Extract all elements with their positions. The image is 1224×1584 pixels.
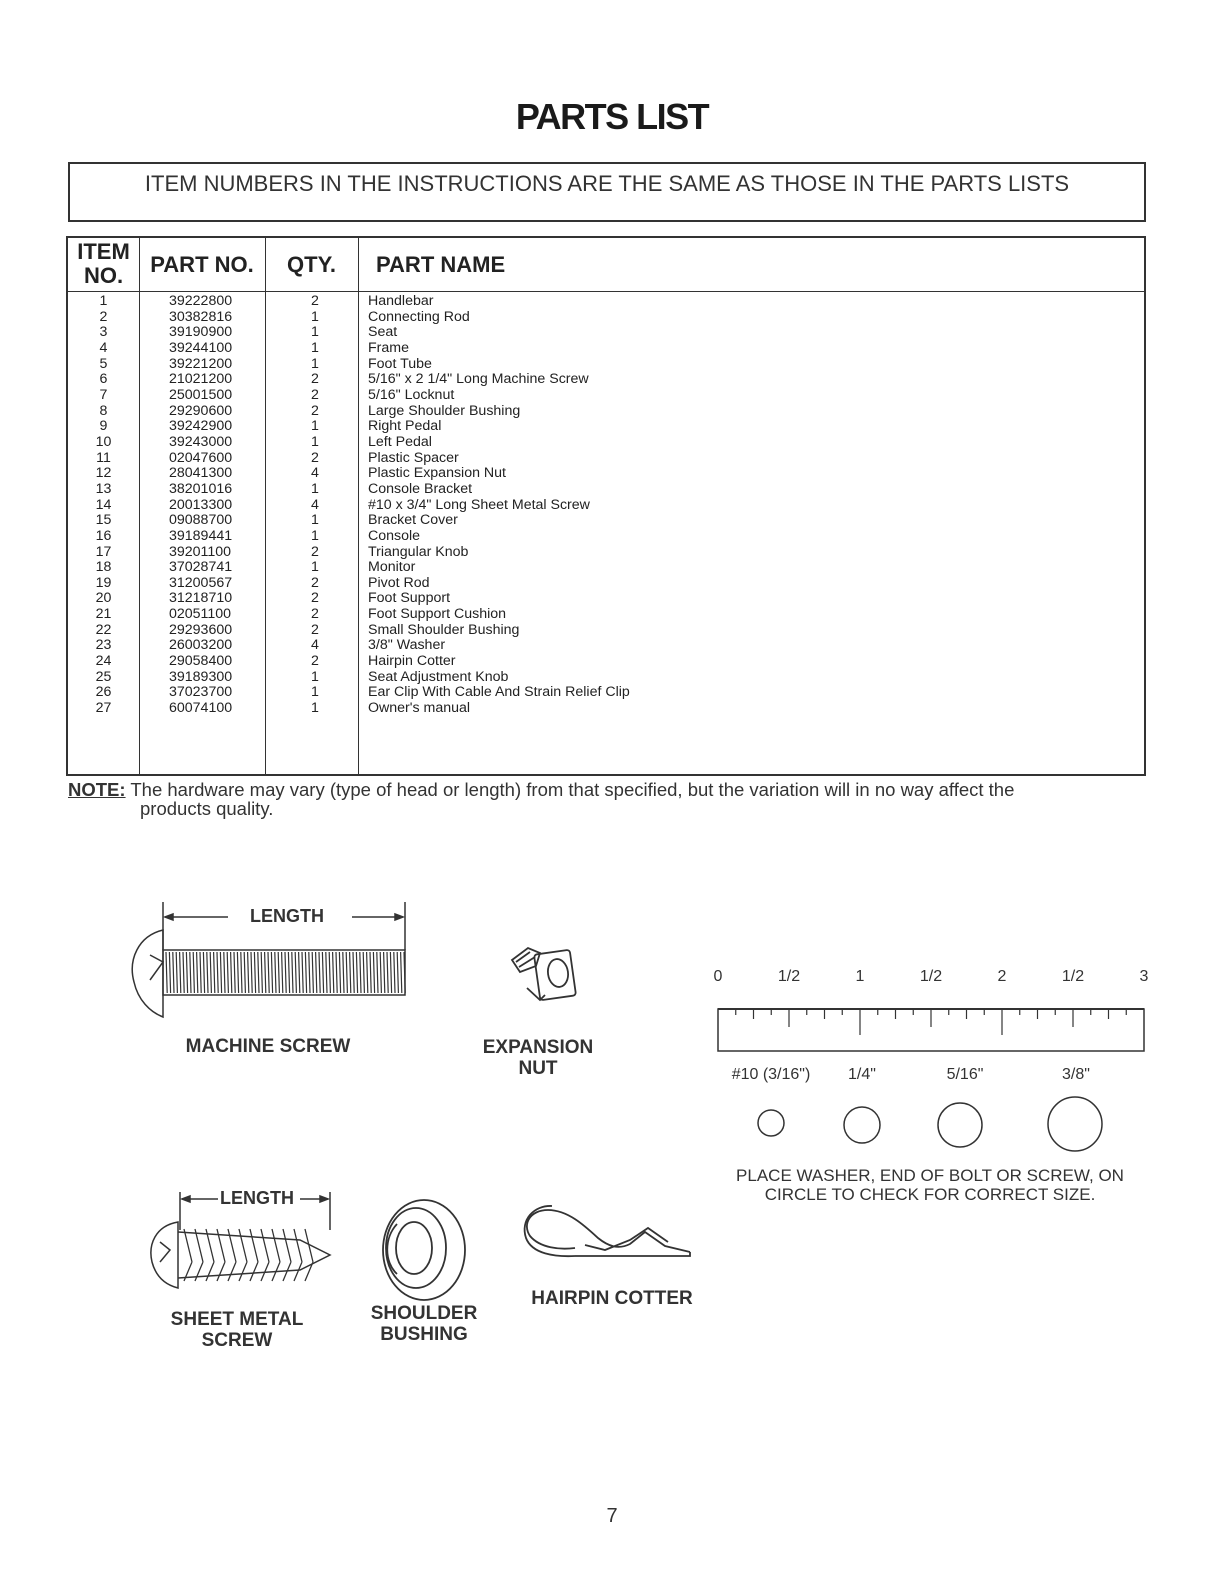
- quantity-cell: 4: [311, 637, 319, 654]
- part-name-cell: Small Shoulder Bushing: [368, 621, 520, 638]
- item-number-cell: 22: [95, 621, 112, 638]
- part-number-cell: 39190900: [169, 324, 233, 341]
- part-name-cell: Connecting Rod: [368, 308, 470, 325]
- item-number-cell: 8: [99, 402, 108, 419]
- ruler-label: 0: [713, 968, 723, 985]
- thread-line: [224, 952, 225, 993]
- part-name-cell: Handlebar: [368, 293, 434, 309]
- thread-line: [353, 952, 354, 993]
- hairpin-cotter-label: HAIRPIN COTTER: [531, 1288, 693, 1309]
- part-number-cell: 29058400: [169, 653, 233, 670]
- expansion-nut-label: [468, 1037, 608, 1079]
- thread-line: [370, 952, 371, 993]
- ruler-label: 3: [1139, 968, 1149, 985]
- thread-line: [394, 952, 395, 993]
- size-ruler: [718, 1009, 1144, 1051]
- item-number-cell: 11: [96, 449, 111, 466]
- thread-line: [285, 952, 286, 993]
- thread-line: [316, 952, 317, 993]
- part-name-cell: Triangular Knob: [368, 543, 469, 560]
- thread-line: [268, 952, 269, 993]
- notice-text: ITEM NUMBERS IN THE INSTRUCTIONS ARE THE SAME AS THOSE IN THE PARTS LISTS: [144, 171, 1070, 196]
- thread-line: [220, 952, 221, 993]
- gauge-size-label: #10 (3/16"): [731, 1066, 811, 1083]
- ruler-label: 1/2: [919, 968, 943, 985]
- part-name-cell: Bracket Cover: [368, 512, 458, 529]
- item-number-cell: 4: [99, 339, 108, 356]
- part-name-cell: Pivot Rod: [368, 574, 430, 591]
- ruler-label: 1/2: [1061, 968, 1085, 985]
- thread-line: [373, 952, 374, 993]
- thread-line: [166, 952, 167, 993]
- gauge-instruction-line1: PLACE WASHER, END OF BOLT OR SCREW, ON: [736, 1166, 1124, 1185]
- item-number-cell: 13: [95, 480, 112, 497]
- thread-line: [237, 952, 238, 993]
- thread-line: [343, 952, 344, 993]
- thread-line: [214, 952, 215, 993]
- item-number-cell: 15: [95, 512, 112, 529]
- expansion-nut-icon: [512, 948, 576, 1000]
- thread-line: [169, 952, 170, 993]
- thread-line: [329, 952, 330, 993]
- item-number-cell: 3: [99, 324, 108, 341]
- thread-line: [176, 952, 177, 993]
- thread-line: [390, 952, 391, 993]
- thread-line: [367, 952, 368, 993]
- item-number-cell: 19: [95, 574, 112, 591]
- thread-line: [228, 1229, 236, 1281]
- thread-line: [294, 1229, 302, 1281]
- thread-line: [180, 952, 181, 993]
- thread-line: [282, 952, 283, 993]
- quantity-cell: 4: [311, 465, 319, 482]
- thread-line: [333, 952, 334, 993]
- thread-line: [227, 952, 228, 993]
- thread-line: [336, 952, 337, 993]
- thread-line: [305, 1229, 313, 1281]
- part-number-cell: 39222800: [169, 293, 233, 309]
- item-number-cell: 9: [99, 418, 108, 435]
- thread-line: [319, 952, 320, 993]
- part-name-cell: 5/16" Locknut: [368, 386, 455, 403]
- part-number-cell: 20013300: [169, 496, 233, 513]
- shoulder-bushing-line1: SHOULDER: [370, 1303, 478, 1324]
- thread-line: [197, 952, 198, 993]
- shoulder-bushing-line2: BUSHING: [380, 1324, 468, 1345]
- part-number-cell: 37023700: [169, 684, 233, 701]
- expansion-nut-line1: EXPANSION: [482, 1037, 594, 1058]
- thread-line: [275, 952, 276, 993]
- item-number-cell: 10: [95, 433, 112, 450]
- thread-line: [200, 952, 201, 993]
- header-part-name: PART NAME: [376, 252, 506, 277]
- note-text-line1: The hardware may vary (type of head or length) from that specified, but the variation will in no way affect the: [130, 779, 1015, 800]
- thread-line: [387, 952, 388, 993]
- quantity-cell: 1: [311, 308, 319, 325]
- thread-line: [184, 1229, 192, 1281]
- shoulder-bushing-label: [354, 1303, 494, 1345]
- quantity-cell: 1: [311, 480, 319, 497]
- header-item-line1: ITEM: [77, 239, 130, 264]
- quantity-cell: 1: [311, 418, 319, 435]
- part-name-cell: Left Pedal: [368, 433, 432, 450]
- thread-line: [195, 1229, 203, 1281]
- thread-line: [363, 952, 364, 993]
- thread-line: [350, 952, 351, 993]
- thread-line: [346, 952, 347, 993]
- item-number-cell: 14: [95, 496, 112, 513]
- ruler-label: 2: [997, 968, 1007, 985]
- item-number-cell: 7: [99, 386, 108, 403]
- thread-line: [203, 952, 204, 993]
- gauge-size-label: 1/4": [848, 1066, 876, 1083]
- shoulder-bushing-icon: [383, 1200, 465, 1300]
- thread-line: [377, 952, 378, 993]
- thread-line: [272, 1229, 280, 1281]
- part-name-cell: Owner's manual: [368, 700, 471, 717]
- part-number-cell: 39221200: [169, 355, 233, 372]
- item-number-cell: 23: [95, 637, 112, 654]
- quantity-cell: 1: [311, 324, 319, 341]
- thread-line: [295, 952, 296, 993]
- thread-line: [312, 952, 313, 993]
- thread-line: [380, 952, 381, 993]
- part-number-cell: 25001500: [169, 386, 233, 403]
- part-name-cell: Foot Tube: [368, 355, 432, 372]
- part-name-cell: Plastic Expansion Nut: [368, 465, 507, 482]
- gauge-size-label: 3/8": [1062, 1066, 1090, 1083]
- circle-5-16-gauge: [938, 1103, 982, 1147]
- part-number-cell: 39189300: [169, 668, 233, 685]
- part-name-cell: Console: [368, 527, 421, 544]
- item-number-cell: 5: [99, 355, 108, 372]
- quantity-cell: 2: [311, 371, 319, 388]
- circle-1-4-gauge: [844, 1107, 880, 1143]
- item-number-cell: 20: [95, 590, 112, 607]
- thread-line: [339, 952, 340, 993]
- quantity-cell: 2: [311, 386, 319, 403]
- part-number-cell: 37028741: [169, 559, 233, 576]
- part-name-cell: 3/8" Washer: [368, 637, 446, 654]
- part-number-cell: 39244100: [169, 339, 233, 356]
- thread-line: [206, 1229, 214, 1281]
- item-number-cell: 1: [99, 293, 108, 309]
- part-name-cell: Foot Support: [368, 590, 451, 607]
- thread-line: [217, 1229, 225, 1281]
- part-name-cell: Large Shoulder Bushing: [368, 402, 521, 419]
- quantity-cell: 2: [311, 574, 319, 591]
- thread-line: [292, 952, 293, 993]
- item-number-cell: 2: [99, 308, 108, 325]
- part-number-cell: 02047600: [169, 449, 233, 466]
- thread-line: [309, 952, 310, 993]
- gauge-instruction-line2: CIRCLE TO CHECK FOR CORRECT SIZE.: [764, 1185, 1096, 1204]
- quantity-cell: 2: [311, 606, 319, 623]
- thread-line: [190, 952, 191, 993]
- quantity-cell: 1: [311, 339, 319, 356]
- part-name-cell: Seat: [368, 324, 398, 341]
- quantity-cell: 2: [311, 543, 319, 560]
- thread-line: [186, 952, 187, 993]
- thread-line: [302, 952, 303, 993]
- quantity-cell: 1: [311, 433, 319, 450]
- note-text-line2: products quality.: [140, 798, 274, 819]
- quantity-cell: 1: [311, 668, 319, 685]
- quantity-cell: 2: [311, 402, 319, 419]
- item-number-cell: 21: [95, 606, 112, 623]
- machine-screw-label: MACHINE SCREW: [185, 1036, 351, 1057]
- part-number-cell: 39201100: [169, 543, 232, 560]
- part-number-cell: 28041300: [169, 465, 233, 482]
- part-name-cell: Seat Adjustment Knob: [368, 668, 509, 685]
- part-name-cell: Plastic Spacer: [368, 449, 459, 466]
- sheet-metal-screw-length-label: LENGTH: [220, 1188, 294, 1208]
- thread-line: [248, 952, 249, 993]
- thread-line: [384, 952, 385, 993]
- circle-10-gauge: [758, 1110, 784, 1136]
- part-name-cell: Console Bracket: [368, 480, 473, 497]
- thread-line: [288, 952, 289, 993]
- header-part-no: PART NO.: [150, 252, 254, 277]
- thread-line: [261, 952, 262, 993]
- quantity-cell: 4: [311, 496, 319, 513]
- machine-screw-length-label: LENGTH: [250, 906, 324, 926]
- item-number-cell: 18: [95, 559, 112, 576]
- ruler-label: 1/2: [777, 968, 801, 985]
- quantity-cell: 2: [311, 653, 319, 670]
- thread-line: [244, 952, 245, 993]
- thread-line: [299, 952, 300, 993]
- quantity-cell: 2: [311, 621, 319, 638]
- sheet-metal-screw-line2: SCREW: [201, 1330, 273, 1351]
- part-number-cell: 21021200: [169, 371, 233, 388]
- part-number-cell: 09088700: [169, 512, 233, 529]
- sheet-metal-screw-label: [152, 1309, 322, 1351]
- part-number-cell: 29293600: [169, 621, 233, 638]
- gauge-instructions: [700, 1166, 1160, 1204]
- header-item-line2: NO.: [83, 263, 124, 288]
- quantity-cell: 1: [311, 527, 319, 544]
- part-number-cell: 39243000: [169, 433, 233, 450]
- thread-line: [360, 952, 361, 993]
- thread-line: [401, 952, 402, 993]
- part-number-cell: 60074100: [169, 700, 233, 717]
- thread-line: [241, 952, 242, 993]
- thread-line: [254, 952, 255, 993]
- thread-line: [265, 952, 266, 993]
- part-number-cell: 31200567: [169, 574, 233, 591]
- page-number: 7: [606, 1505, 618, 1527]
- hairpin-cotter-icon: [525, 1206, 690, 1256]
- part-name-cell: Hairpin Cotter: [368, 653, 456, 670]
- ruler-label: 1: [855, 968, 865, 985]
- sheet-metal-screw-line1: SHEET METAL: [170, 1309, 304, 1330]
- quantity-cell: 1: [311, 559, 319, 576]
- quantity-cell: 2: [311, 449, 319, 466]
- part-number-cell: 26003200: [169, 637, 233, 654]
- part-number-cell: 31218710: [169, 590, 233, 607]
- thread-line: [234, 952, 235, 993]
- quantity-cell: 1: [311, 355, 319, 372]
- thread-line: [251, 952, 252, 993]
- thread-line: [231, 952, 232, 993]
- item-number-cell: 6: [99, 371, 108, 388]
- item-number-cell: 12: [95, 465, 112, 482]
- item-number-cell: 25: [95, 668, 112, 685]
- quantity-cell: 2: [311, 293, 319, 309]
- part-number-cell: 29290600: [169, 402, 233, 419]
- part-name-cell: Frame: [368, 339, 409, 356]
- part-name-cell: Ear Clip With Cable And Strain Relief Clip: [368, 684, 630, 701]
- part-number-cell: 02051100: [169, 606, 232, 623]
- part-number-cell: 30382816: [169, 308, 233, 325]
- quantity-cell: 1: [311, 512, 319, 529]
- item-number-cell: 24: [95, 653, 112, 670]
- part-number-cell: 39242900: [169, 418, 233, 435]
- thread-line: [173, 952, 174, 993]
- item-number-cell: 17: [95, 543, 112, 560]
- thread-line: [217, 952, 218, 993]
- thread-line: [283, 1229, 291, 1281]
- part-number-cell: 39189441: [169, 527, 233, 544]
- expansion-nut-line2: NUT: [518, 1058, 558, 1079]
- thread-line: [183, 952, 184, 993]
- page-title: PARTS LIST: [515, 96, 709, 137]
- quantity-cell: 2: [311, 590, 319, 607]
- part-name-cell: Right Pedal: [368, 418, 442, 435]
- part-name-cell: Foot Support Cushion: [368, 606, 507, 623]
- item-number-cell: 27: [95, 700, 112, 717]
- part-name-cell: 5/16" x 2 1/4" Long Machine Screw: [368, 371, 589, 388]
- thread-line: [271, 952, 272, 993]
- quantity-cell: 1: [311, 700, 319, 717]
- thread-line: [207, 952, 208, 993]
- circle-3-8-gauge: [1048, 1097, 1102, 1151]
- thread-line: [322, 952, 323, 993]
- item-number-cell: 26: [95, 684, 112, 701]
- thread-line: [210, 952, 211, 993]
- header-qty: QTY.: [287, 252, 336, 277]
- thread-line: [193, 952, 194, 993]
- gauge-size-label: 5/16": [946, 1066, 984, 1083]
- thread-line: [356, 952, 357, 993]
- note-label: NOTE:: [68, 779, 126, 800]
- thread-line: [258, 952, 259, 993]
- size-gauge-circles: [758, 1097, 1102, 1151]
- thread-line: [305, 952, 306, 993]
- thread-line: [278, 952, 279, 993]
- thread-line: [326, 952, 327, 993]
- part-number-cell: 38201016: [169, 480, 233, 497]
- thread-line: [397, 952, 398, 993]
- part-name-cell: Monitor: [368, 559, 416, 576]
- part-name-cell: #10 x 3/4" Long Sheet Metal Screw: [368, 496, 590, 513]
- quantity-cell: 1: [311, 684, 319, 701]
- item-number-cell: 16: [95, 527, 112, 544]
